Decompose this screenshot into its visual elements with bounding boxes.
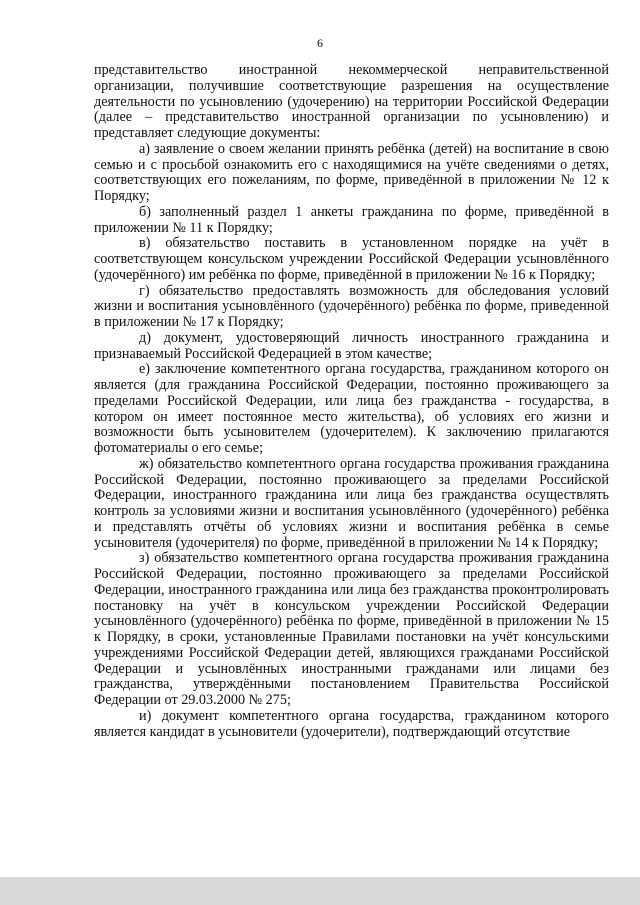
paragraph-item-i: и) документ компетентного органа государства, гражданином которого является кандидат в усыновители (удочерители), подтверждающий отсутствие bbox=[94, 707, 609, 740]
page-number: 6 bbox=[317, 36, 323, 50]
paragraph-item-a: а) заявление о своем желании принять ребёнка (детей) на воспитание в свою семью и с просьбой ознакомить его с находящимися на учёте сведениями о детях, соответствующих его пожеланиям, по форме, приведённой в приложении № 12 к Порядку; bbox=[94, 140, 609, 204]
paragraph-item-e: е) заключение компетентного органа государства, гражданином которого он является (для гражданина Российской Федерации, постоянно проживающего за пределами Российской Федерации, или лица без гражданства - государства, в котором он имеет постоянное место жительства), об условиях его жизни и возможности быть усыновителем (удочерителем). К заключению прилагаются фотоматериалы о его семье; bbox=[94, 361, 609, 456]
paragraph-item-b: б) заполненный раздел 1 анкеты гражданина по форме, приведённой в приложении № 11 к Порядку; bbox=[94, 203, 609, 236]
paragraph-item-z: з) обязательство компетентного органа государства проживания гражданина Российской Федерации, постоянно проживающего за пределами Российской Федерации, иностранного гражданина или лица без гражданства проконтролировать постановку на учёт в консульском учреждении Российской Федерации усыновлённого (удочерённого) ребёнка по форме, приведённой в приложении № 15 к Порядку, в сроки, установленные Правилами постановки на учёт консульскими учреждениями Российской Федерации детей, являющихся гражданами Российской Федерации и усыновлённых иностранными гражданами или лицами без гражданства, утверждёнными постановлением Правительства Российской Федерации от 29.03.2000 № 275; bbox=[94, 550, 609, 708]
paragraph-item-g: г) обязательство предоставлять возможность для обследования условий жизни и воспитания усыновлённого (удочерённого) ребёнка по форме, приведенной в приложении № 17 к Порядку; bbox=[94, 282, 609, 330]
scan-bottom-strip bbox=[0, 877, 640, 905]
paragraph-continuation: представительство иностранной некоммерческой неправительственной организации, получившие соответствующие разрешения на осуществление деятельности по усыновлению (удочерению) на территории Российской Федерации (далее – представительство иностранной организации по усыновлению) и представляет следующие документы: bbox=[94, 62, 609, 141]
paragraph-item-zh: ж) обязательство компетентного органа государства проживания гражданина Российской Федерации, постоянно проживающего за пределами Российской Федерации, иностранного гражданина или лица без гражданства осуществлять контроль за условиями жизни и воспитания усыновлённого (удочерённого) ребёнка и представлять отчёты об условиях жизни и воспитания ребёнка в семье усыновителя (удочерителя) по форме, приведённой в приложении № 14 к Порядку; bbox=[94, 455, 609, 551]
paragraph-item-v: в) обязательство поставить в установленном порядке на учёт в соответствующем консульском учреждении Российской Федерации усыновлённого (удочерённого) им ребёнка по форме, приведённой в приложении № 16 к Порядку; bbox=[94, 235, 609, 283]
document-body bbox=[94, 63, 609, 740]
paragraph-item-d: д) документ, удостоверяющий личность иностранного гражданина и признаваемый Российской Федерацией в этом качестве; bbox=[94, 329, 609, 362]
